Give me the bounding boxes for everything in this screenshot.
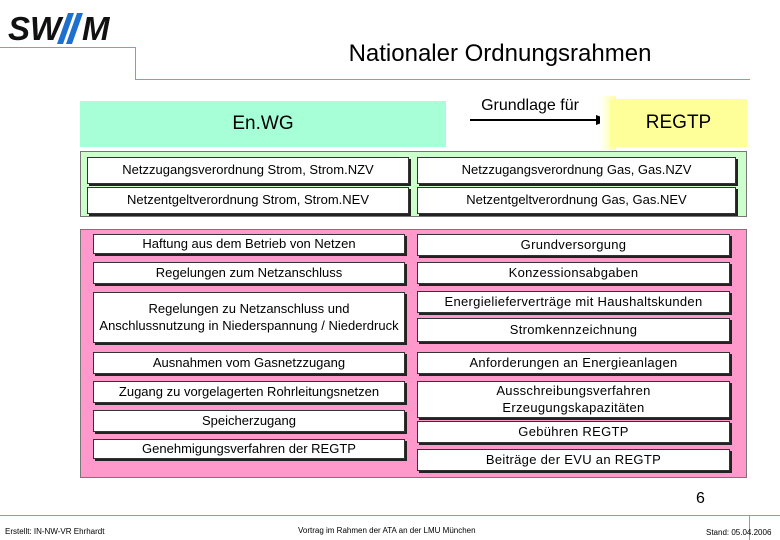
enwg-box: En.WG (80, 101, 446, 147)
frame-line-top (135, 79, 750, 80)
arrow-right-icon (470, 111, 610, 125)
ausschreibungsverfahren-box: Ausschreibungsverfahren Erzeugungskapazitäten (417, 381, 730, 418)
speicherzugang-box: Speicherzugang (93, 410, 405, 432)
energieanlagen-box: Anforderungen an Energieanlagen (417, 352, 730, 374)
netzzugang-strom-box: Netzzugangsverordnung Strom, Strom.NZV (87, 157, 409, 184)
frame-line-top-left (0, 47, 135, 48)
energieliefervertraege-box: Energielieferverträge mit Haushaltskunden (417, 291, 730, 313)
frame-line-bottom (0, 515, 780, 516)
stromkennzeichnung-box: Stromkennzeichnung (417, 318, 730, 342)
netzzugang-gas-box: Netzzugangsverordnung Gas, Gas.NZV (417, 157, 736, 184)
swm-logo (8, 10, 120, 48)
svg-text:M: M (82, 10, 110, 47)
frame-line-vertical (135, 47, 136, 79)
swm-logo-mark (8, 10, 120, 48)
footer-author: Erstellt: IN-NW-VR Ehrhardt (5, 527, 105, 536)
netzanschluss-box: Regelungen zum Netzanschluss (93, 262, 405, 284)
grundversorgung-box: Grundversorgung (417, 234, 730, 256)
footer-date: Stand: 05.04.2006 (706, 528, 772, 537)
rohrleitungsnetze-box: Zugang zu vorgelagerten Rohrleitungsnetzen (93, 381, 405, 403)
regtp-box: REGTP (610, 99, 747, 147)
page-title: Nationaler Ordnungsrahmen (348, 40, 652, 67)
gasnetzzugang-box: Ausnahmen vom Gasnetzzugang (93, 352, 405, 374)
netzentgelt-strom-box: Netzentgeltverordnung Strom, Strom.NEV (87, 187, 409, 214)
footer-center: Vortrag im Rahmen der ATA an der LMU München (298, 526, 476, 535)
konzessionsabgaben-box: Konzessionsabgaben (417, 262, 730, 284)
netzentgelt-gas-box: Netzentgeltverordnung Gas, Gas.NEV (417, 187, 736, 214)
grundlage-label: Grundlage für (481, 97, 579, 114)
beitraege-evu-box: Beiträge der EVU an REGTP (417, 449, 730, 471)
genehmigungsverfahren-box: Genehmigungsverfahren der REGTP (93, 439, 405, 459)
gebuehren-regtp-box: Gebühren REGTP (417, 421, 730, 443)
niederspannung-box: Regelungen zu Netzanschluss und Anschlussnutzung in Niederspannung / Niederdruck (93, 292, 405, 343)
page-number: 6 (696, 490, 705, 507)
haftung-box: Haftung aus dem Betrieb von Netzen (93, 234, 405, 254)
svg-text:SW: SW (8, 10, 62, 47)
